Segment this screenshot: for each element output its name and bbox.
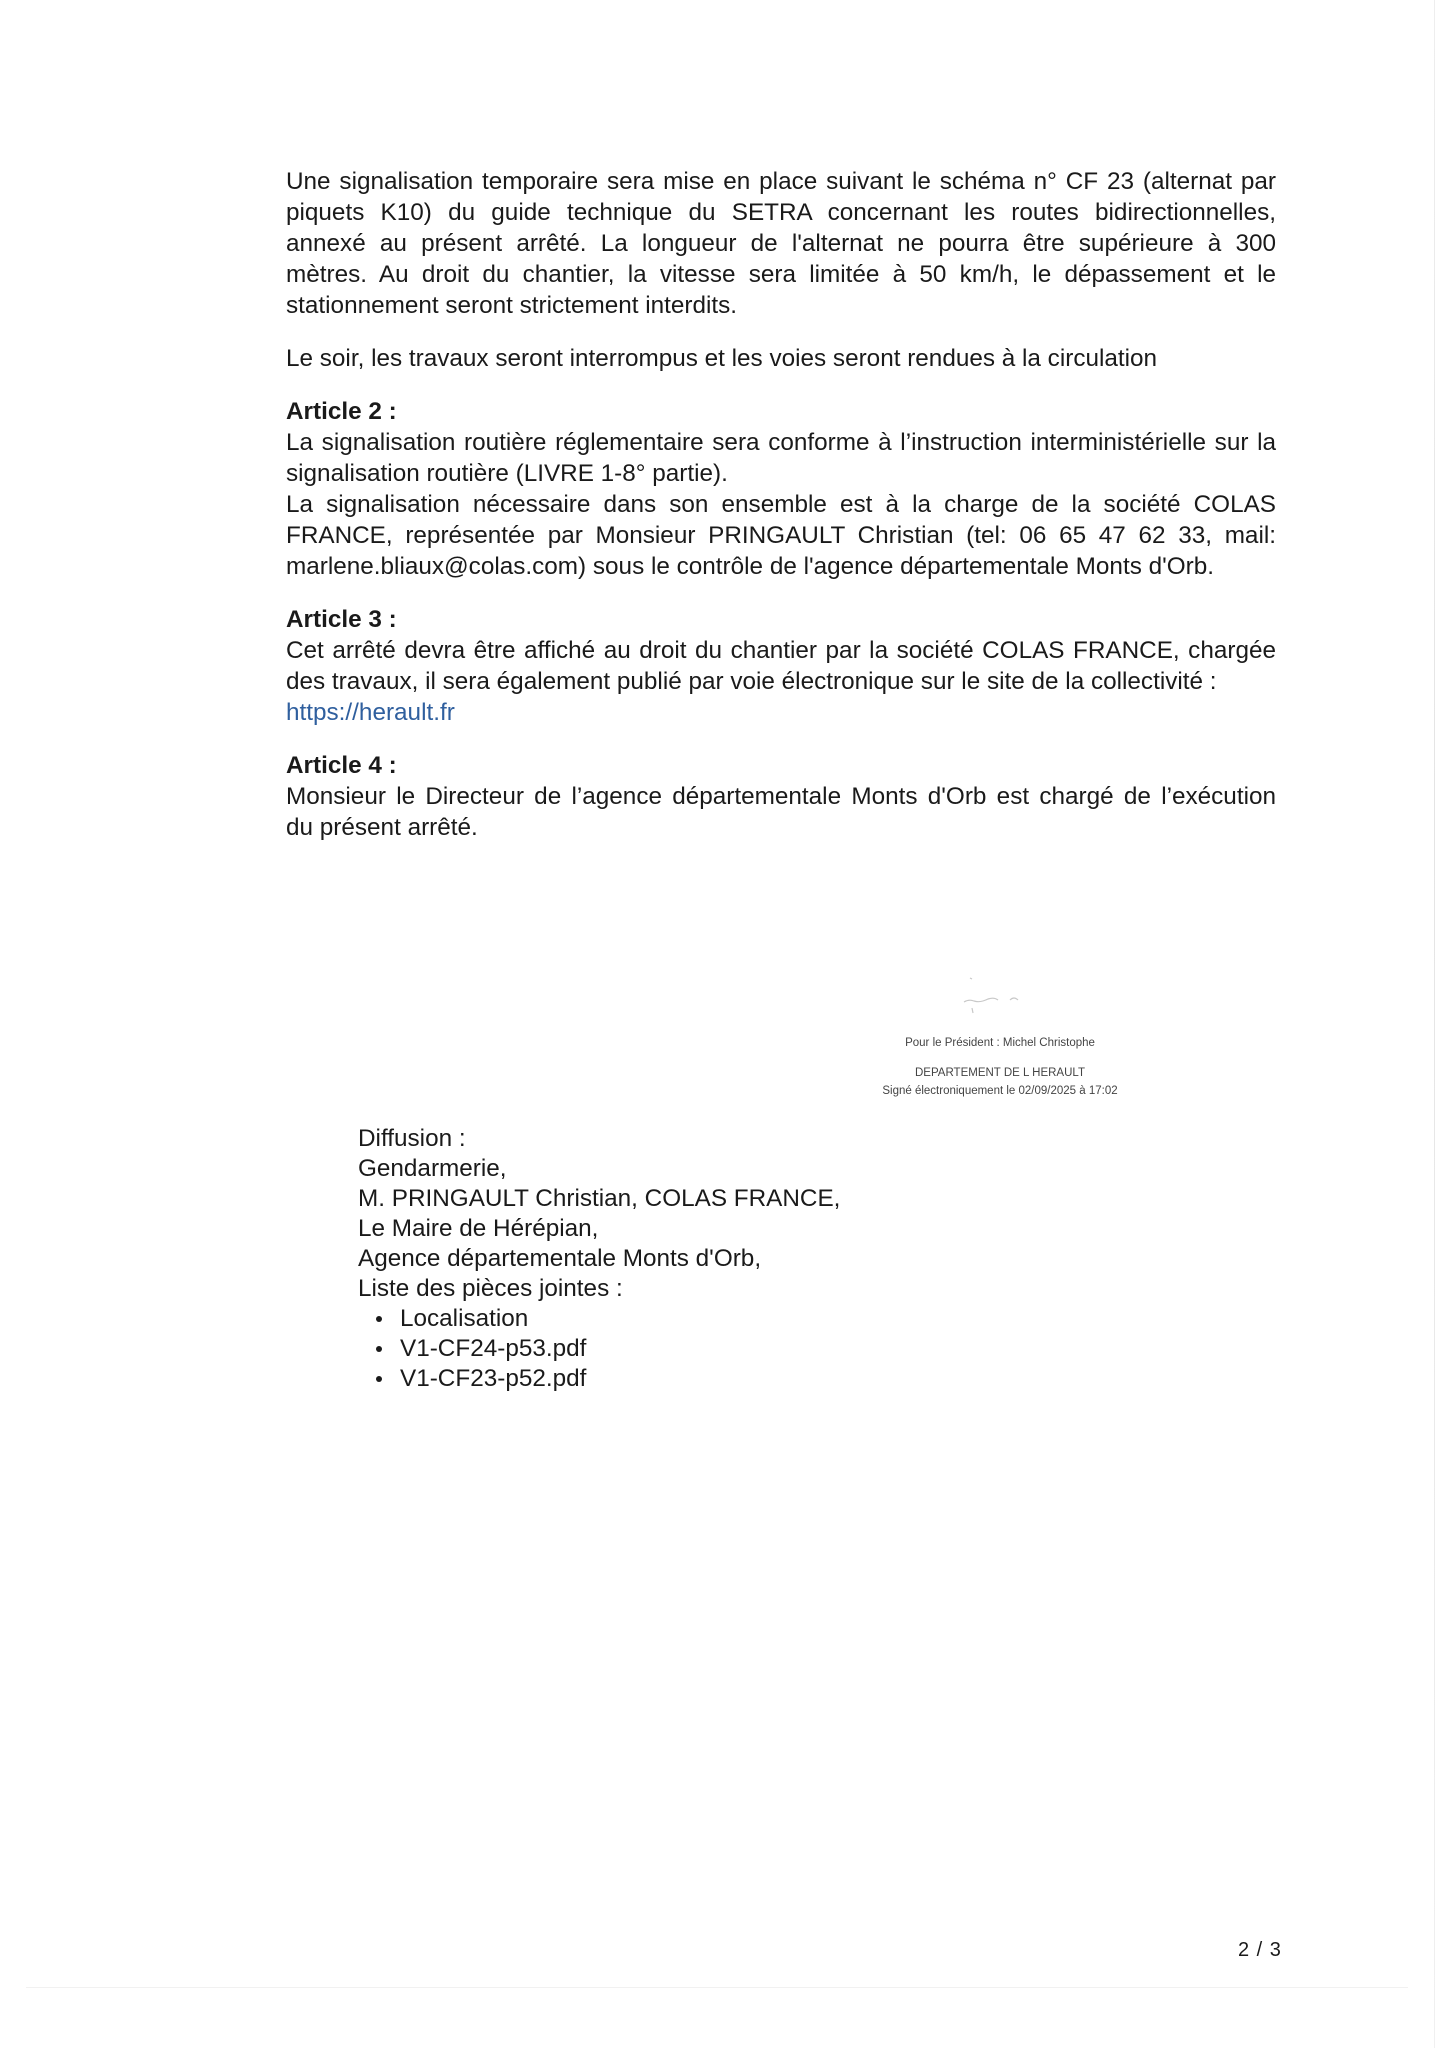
- bullet-icon: [376, 1346, 382, 1352]
- attachment-label: Localisation: [400, 1305, 529, 1332]
- intro-line: mètres. Au droit du chantier, la vitesse sera limitée à 50 km/h, le dépassement et le: [286, 261, 1276, 288]
- intro-line: annexé au présent arrêté. La longueur de l'alternat ne pourra être supérieure à 300: [286, 230, 1276, 257]
- diffusion-recipient: Agence départementale Monts d'Orb,: [358, 1245, 762, 1272]
- article-2-title: Article 2 :: [286, 398, 397, 425]
- scan-edge-line: [1434, 0, 1435, 2048]
- scan-bottom-line: [26, 1987, 1408, 1988]
- intro-line: piquets K10) du guide technique du SETRA concernant les routes bidirectionnelles,: [286, 199, 1276, 226]
- article-2-line: FRANCE, représentée par Monsieur PRINGAULT Christian (tel: 06 65 47 62 33, mail:: [286, 522, 1276, 549]
- article-4-line: Monsieur le Directeur de l’agence départementale Monts d'Orb est chargé de l’exécution: [286, 783, 1276, 810]
- page-number: 2 / 3: [1238, 1939, 1282, 1961]
- signer-department: DEPARTEMENT DE L HERAULT: [915, 1067, 1085, 1079]
- attachments-list: [358, 1304, 840, 1394]
- diffusion-list: [358, 1124, 840, 1394]
- collectivity-website-link[interactable]: https://herault.fr: [286, 699, 455, 726]
- bullet-icon: [376, 1316, 382, 1322]
- document-body: [286, 166, 1276, 843]
- evening-paragraph: Le soir, les travaux seront interrompus et les voies seront rendues à la circulation: [286, 345, 1158, 372]
- diffusion-recipient: Le Maire de Hérépian,: [358, 1215, 599, 1242]
- signer-name: Pour le Président : Michel Christophe: [905, 1037, 1095, 1049]
- attachment-label: V1-CF24-p53.pdf: [400, 1335, 587, 1362]
- diffusion-recipient: Gendarmerie,: [358, 1155, 507, 1182]
- article-2-line: La signalisation routière réglementaire sera conforme à l’instruction interministérielle sur la: [286, 429, 1276, 456]
- article-3-line: Cet arrêté devra être affiché au droit du chantier par la société COLAS FRANCE, chargée: [286, 637, 1276, 664]
- attachment-item: [400, 1304, 840, 1334]
- article-3-line: des travaux, il sera également publié par voie électronique sur le site de la collectivité :: [286, 668, 1217, 695]
- article-2-line: marlene.bliaux@colas.com) sous le contrôle de l'agence départementale Monts d'Orb.: [286, 553, 1215, 580]
- bullet-icon: [376, 1376, 382, 1382]
- article-3-title: Article 3 :: [286, 606, 397, 633]
- attachment-item: [400, 1334, 840, 1364]
- article-2-line: signalisation routière (LIVRE 1-8° partie).: [286, 460, 728, 487]
- diffusion-recipient: M. PRINGAULT Christian, COLAS FRANCE,: [358, 1185, 841, 1212]
- article-2-line: La signalisation nécessaire dans son ensemble est à la charge de la société COLAS: [286, 491, 1276, 518]
- attachment-item: [400, 1364, 840, 1394]
- article-4-line: du présent arrêté.: [286, 814, 478, 841]
- article-4-title: Article 4 :: [286, 752, 397, 779]
- attachments-title: Liste des pièces jointes :: [358, 1275, 623, 1302]
- intro-line: Une signalisation temporaire sera mise en place suivant le schéma n° CF 23 (alternat par: [286, 168, 1276, 195]
- attachment-label: V1-CF23-p52.pdf: [400, 1365, 587, 1392]
- diffusion-title: Diffusion :: [358, 1125, 466, 1152]
- signature-mark-icon: [950, 970, 1060, 1016]
- signature-date: Signé électroniquement le 02/09/2025 à 17:02: [882, 1085, 1118, 1097]
- intro-line: stationnement seront strictement interdits.: [286, 292, 738, 319]
- signature-block: [850, 1034, 1150, 1100]
